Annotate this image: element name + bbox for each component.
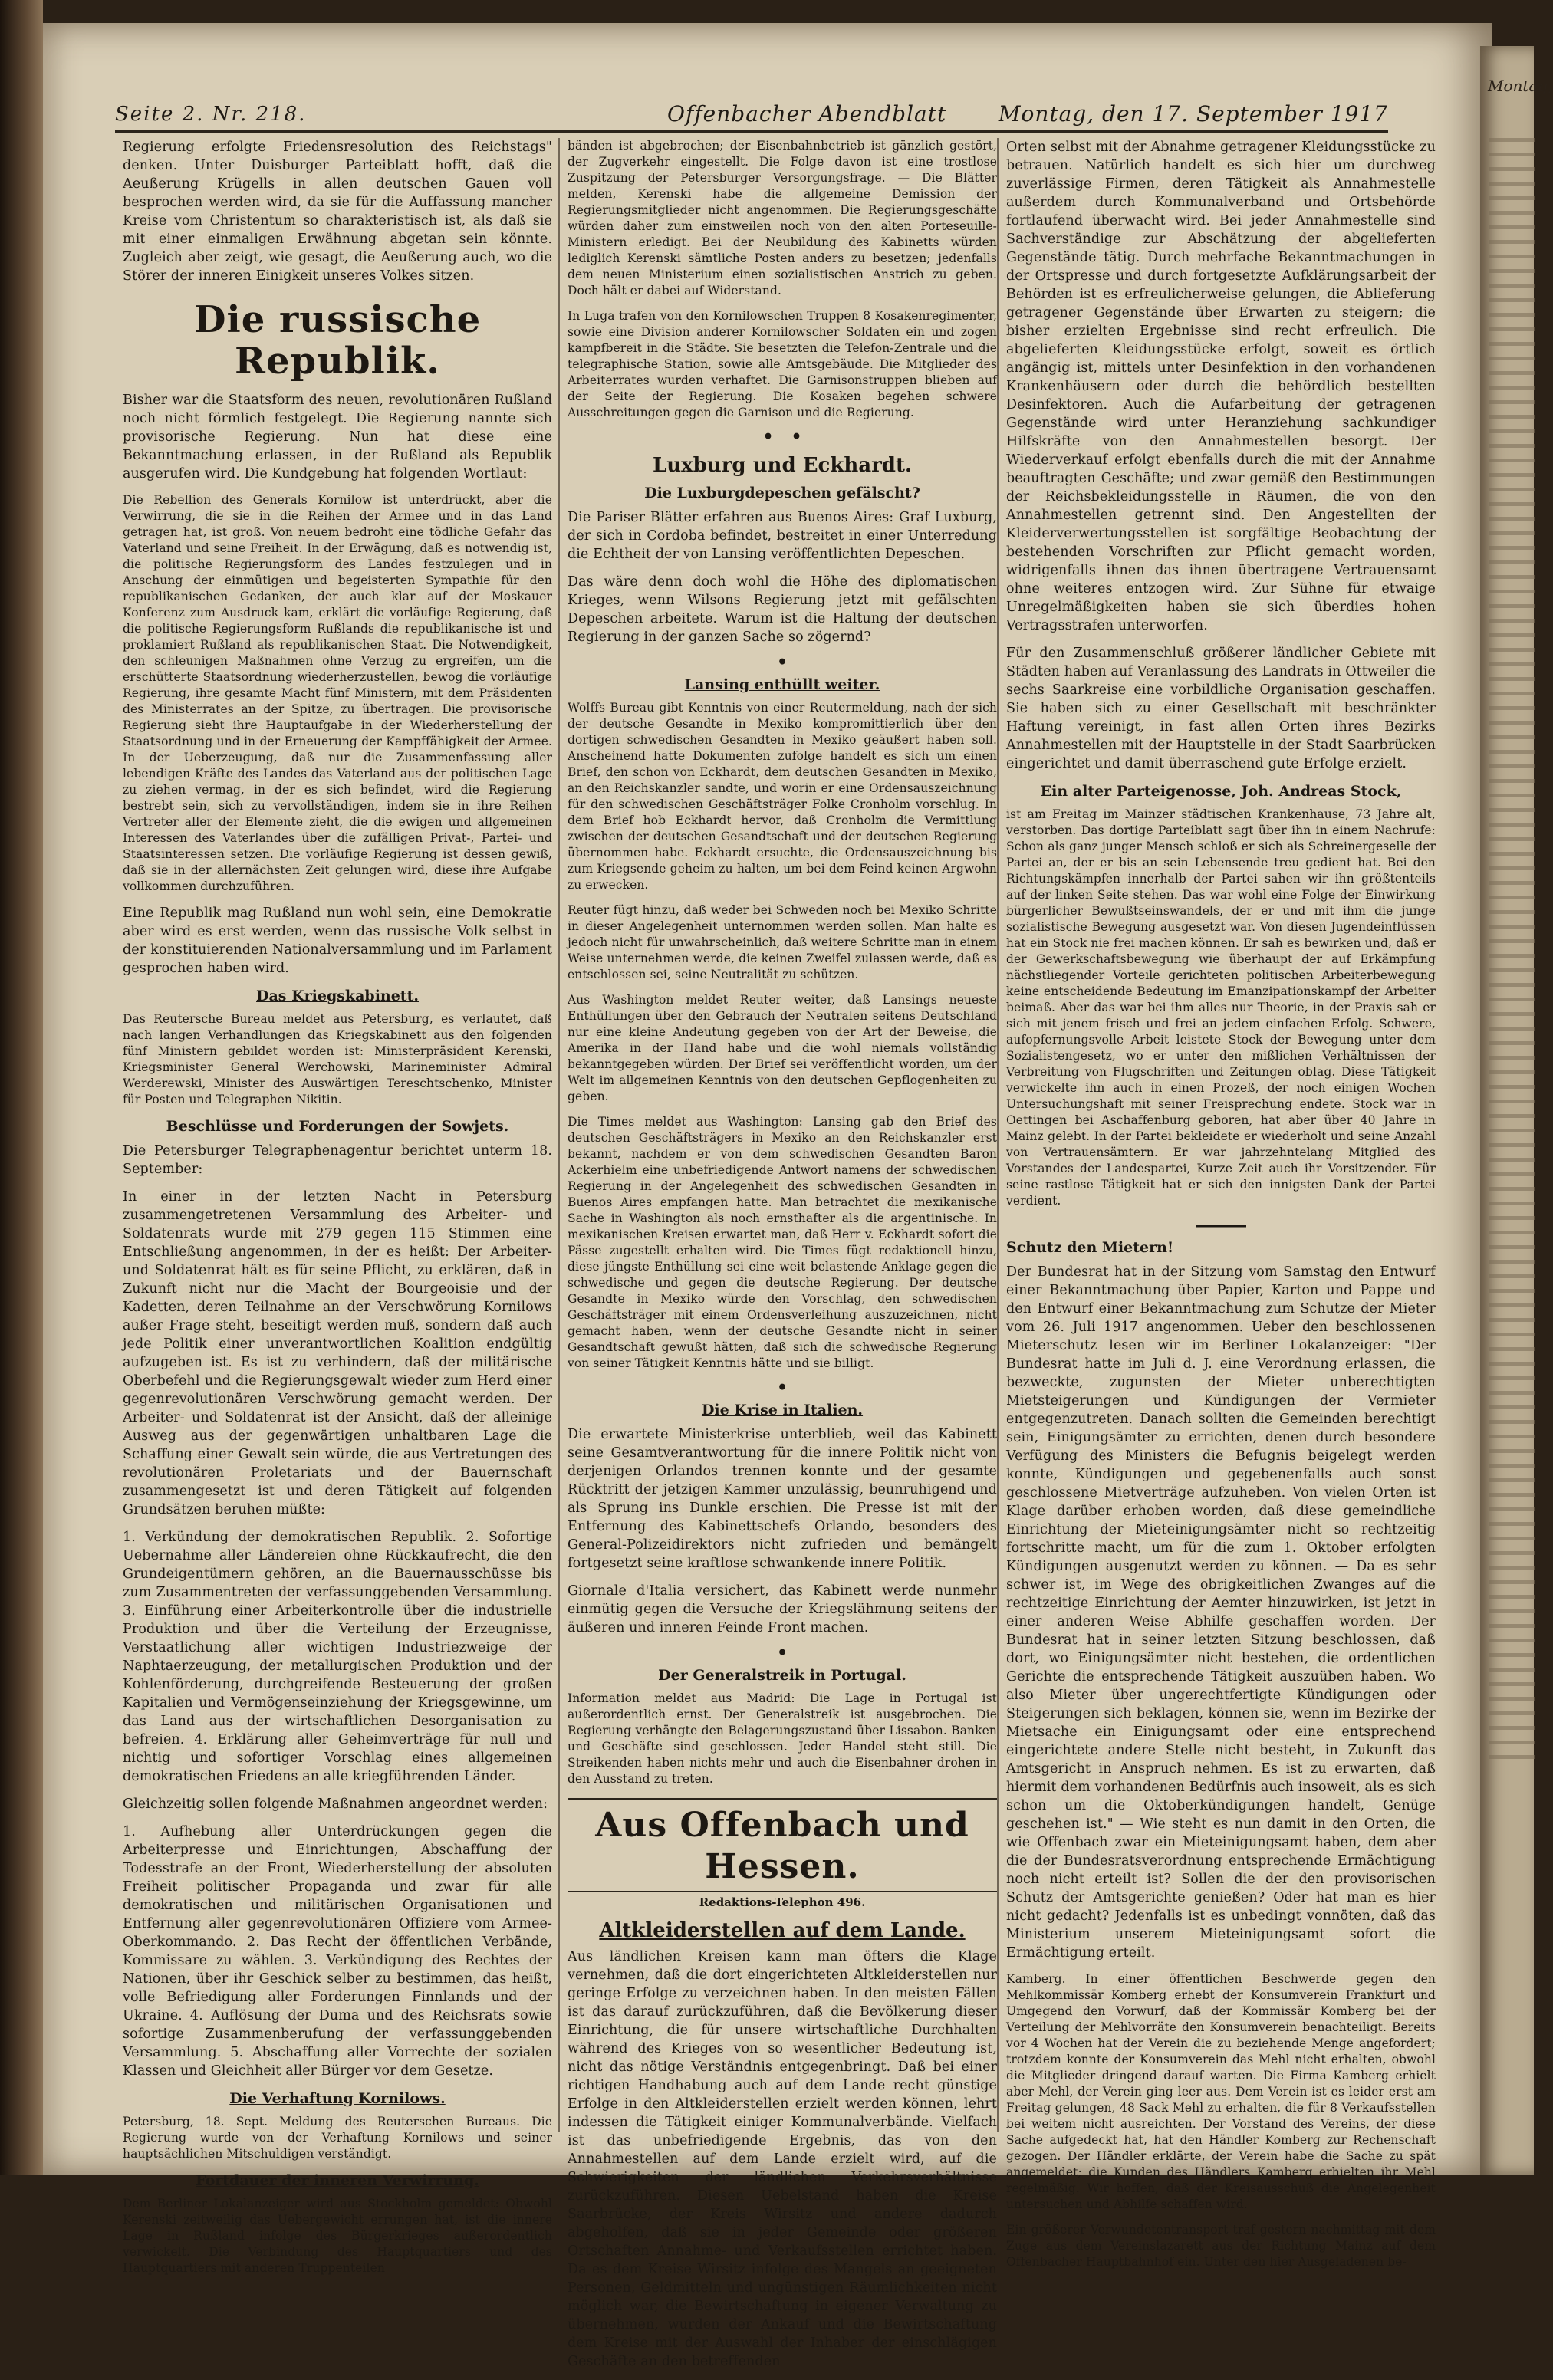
article-paragraph: Gleichzeitig sollen folgende Maßnahmen angeordnet werden: [123, 1797, 548, 1812]
article-paragraph: In einer in der letzten Nacht in Petersburg zusammengetretenen Versammlung des Arbeiter- und Soldatenrats wurde mit 279 gegen 115 Stimmen eine Entschließung angenommen, in der es heißt: Der Arbeiter- und Soldatenrat hält es für seine Pflicht, zu erklären, daß in Zukunft nicht nur die Macht der Bourgeoisie und der Kadetten, deren Teilnahme an der Verschwörung Kornilows außer Frage steht, beseitigt werden muß, sondern daß auch jede Politik einer unverantwortlichen Koalition endgültig aufzugeben ist. Es ist zu verhindern, daß der militärische Oberbefehl und die Regierungsgewalt wieder zum Herd einer gegenrevolutionären Verschwörung gemacht werden. Der Arbeiter- und Soldatenrat ist der Ansicht, daß der alleinige Ausweg aus der gegenwärtigen unhaltbaren Lage die Schaffung einer Gewalt sein würde, die aus Vertretungen des revolutionären Proletariats und der Bauernschaft zusammengesetzt ist und deren Tätigkeit auf folgenden Grundsätzen beruhen müßte: [123, 1189, 552, 1517]
article-paragraph: Die Petersburger Telegraphenagentur berichtet unterm 18. September: [123, 1143, 552, 1177]
section-title-confusion: Fortdauer der inneren Verwirrung. [196, 2172, 479, 2189]
section-title-war-cabinet: Das Kriegskabinett. [256, 988, 419, 1004]
article-paragraph: Wolffs Bureau gibt Kenntnis von einer Reutermeldung, nach der sich der deutsche Gesandte in Mexiko kompromittierlich über den dortigen schwedischen Gesandten in Mexiko geäußert haben soll. Anscheinend hatte Dokumenten zufolge handelt es sich um einen Brief, den schon von Eckhardt, dem deutschen Gesandten in Mexiko, an den Reichskanzler sandte, und worin er eine Ordensauszeichnung für den schwedischen Geschäftsträger Folke Cronholm vorschlug. In dem Brief hob Eckhardt hervor, daß Cronholm die Vermittlung zwischen der deutschen Gesandtschaft und der deutschen Regierung übernommen habe. Eckhardt ersuchte, die Ordensauszeichnung bis zum Kriegsende geheim zu halten, um bei dem Feind keinen Argwohn zu erwecken. [568, 701, 997, 892]
article-paragraph: Die Pariser Blätter erfahren aus Buenos Aires: Graf Luxburg, der sich in Cordoba befindet, bestreitet in einer Unterredung die Echtheit der von Lansing veröffentlichten Depeschen. [568, 510, 997, 562]
column-3 [1006, 138, 1436, 2280]
adjacent-page-header: Montag, [1488, 77, 1553, 95]
separator: • [776, 1643, 788, 1663]
article-paragraph: Das wäre denn doch wohl die Höhe des diplomatischen Krieges, wenn Wilsons Regierung jetzt mit gefälschten Depeschen arbeitete. Warum ist die Haltung der deutschen Regierung in der ganzen Sache so zögernd? [568, 574, 997, 645]
book-binding-edge [0, 0, 43, 2175]
article-paragraph: Aus Washington meldet Reuter weiter, daß Lansings neueste Enthüllungen über den Gebrauch der Neutralen seitens Deutschland nur eine kleine Andeutung gegeben von der Art der Beweise, die Amerika in der Hand habe und die wohl niemals vollständig bekanntgegeben würden. Der Brief sei veröffentlicht worden, um der Welt im allgemeinen Kenntnis von den deutschen Gepflogenheiten zu geben. [568, 993, 997, 1103]
separator: • [776, 1378, 788, 1398]
section-title-italy: Die Krise in Italien. [701, 1402, 864, 1418]
column-rule-2 [997, 138, 999, 2132]
local-section-banner [568, 1798, 997, 1892]
article-paragraph: Dem Berliner Lokalanzeiger wird aus Stockholm gemeldet: Obwohl Kerenski zeitweilig das Uebergewicht errungen hat, ist die innere Lage in Rußland infolge des Bürgerkrieges außerordentlich verwickelt. Die Verbindung des Hauptquartiers und des Hauptquartiers mit anderen Truppenteilen [123, 2197, 552, 2275]
article-paragraph: Aus ländlichen Kreisen kann man öfters die Klage vernehmen, daß die dort eingerichteten Altkleiderstellen nur geringe Erfolge zu verzeichnen haben. In den meisten Fällen ist das darauf zurückzuführen, daß die Bevölkerung dieser Einrichtung, die für unsere wirtschaftliche Durchhalten während des Krieges von so wesentlicher Bedeutung ist, nicht das nötige Verständnis entgegenbringt. Daß bei einer richtigen Handhabung auch auf dem Lande recht günstige Erfolge in den Altkleiderstellen erzielt werden können, lehrt indessen die Tätigkeit einiger Kommunalverbände. Vielfach ist das unbefriedigende Ergebnis, das von den Annahmestellen auf dem Lande erzielt wird, auf die Schwierigkeiten der ländlichen Verkehrsverhältnisse zurückzuführen. Diesen Uebelstand haben die Kreise Saarbrücke, der Kreis Wirsitz und andere dadurch abgeholfen, daß sie in jeder Gemeinde oder größeren Ortschaften Annahme- und Verkaufsstellen errichtet haben. Da es dem Kreise Wirsitz infolge des Mangels an geeigneten Personen, Geldmitteln und ungünstigen Räumlichkeiten nicht möglich war, die Bewirtschaftung in eigener Verwaltung zu übernehmen, wurden der Ankauf und die Bewirtschaftung dem Kreise mit der Auswahl der Inhaber der einschlägigen Geschäfte an den betreffenden [568, 1949, 997, 2369]
section-title-kornilow: Die Verhaftung Kornilows. [229, 2090, 446, 2107]
section-title-portugal: Der Generalstreik in Portugal. [658, 1667, 906, 1684]
article-paragraph: Petersburg, 18. Sept. Meldung des Reuterschen Bureaus. Die Regierung wurde von der Verhaftung Kornilows und seiner hauptsächlichen Mitschuldigen verständigt. [123, 2115, 552, 2161]
article-subtitle-luxburg: Die Luxburgdepeschen gefälscht? [644, 485, 920, 501]
article-paragraph: Kamberg. In einer öffentlichen Beschwerde gegen den Mehlkommissär Komberg erhebt der Konsumverein Frankfurt und Umgegend den Vorwurf, daß der Kommissär Komberg bei der Verteilung der Mehlvorräte den Konsumverein benachteiligt. Bereits vor 4 Wochen hat der Verein die zu beziehende Menge angefordert; trotzdem konnte der Konsumverein das Mehl nicht erhalten, obwohl die Mitglieder dringend darauf warten. Die Firma Kamberg erhielt aber Mehl, der Verein ging leer aus. Dem Verein ist es leider erst am Freitag gelungen, 48 Sack Mehl zu erhalten, die für 8 Verkaufsstellen bei weitem nicht ausreichten. Der Vorstand des Vereins, der diese Sache aufgedeckt hat, hat den Händler Komberg zur Rechenschaft gezogen. Der Händler erklärte, der Verein habe die Sache zu spät angemeldet; die Kunden des Händlers Kamberg erhielten ihr Mehl regelmäßig. Wir hoffen, daß der Kreisausschuß die Angelegenheit untersuchen und Abhilfe schaffen wird. [1006, 1972, 1436, 2211]
section-title-lansing: Lansing enthüllt weiter. [684, 676, 880, 693]
article-paragraph: Reuter fügt hinzu, daß weder bei Schweden noch bei Mexiko Schritte in dieser Angelegenheit unternommen werden sollen. Man halte es jedoch nicht für unwahrscheinlich, daß weitere Schritte man in einem Weise unternehmen werde, die keinen Zweifel zulassen werde, daß es entschlossen sei, seine Neutralität zu schützen. [568, 903, 997, 981]
page-header [115, 92, 1388, 133]
article-paragraph: bänden ist abgebrochen; der Eisenbahnbetrieb ist gänzlich gestört, der Zugverkehr eingestellt. Die Folge davon ist eine trostlose Zuspitzung der Petersburger Versorgungsfrage. — Die Blätter melden, Kerenski habe die allgemeine Demission der Regierungsmitglieder nicht angenommen. Die Regierungsgeschäfte würden daher zum einstweilen noch von den alten Porteseuille-Ministern erledigt. Bei der Neubildung des Kabinetts würden lediglich Kerenski sämtliche Posten anders zu besetzen; jedenfalls dem neuen Ministerium einen sozialistischen Anstrich zu geben. Doch hält er dabei auf Widerstand. [568, 139, 997, 298]
article-paragraph: Bisher war die Staatsform des neuen, revolutionären Rußland noch nicht förmlich festgelegt. Die Regierung nannte sich provisorische Regierung. Nun hat diese eine Bekanntmachung erlassen, in der Rußland als Republik ausgerufen wird. Die Kundgebung hat folgenden Wortlaut: [123, 393, 552, 482]
article-title-luxburg: Luxburg und Eckhardt. [652, 454, 913, 477]
adjacent-page-text [1489, 138, 1535, 1770]
article-paragraph: ist am Freitag im Mainzer städtischen Krankenhause, 73 Jahre alt, verstorben. Das dortige Parteiblatt sagt über ihn in einem Nachrufe: Schon als ganz junger Mensch schloß er sich als Schreinergeselle der Partei an, der er bis an sein Lebensende treu gedient hat. Bei den Richtungskämpfen innerhalb der Partei sahen wir ihn größtenteils auf der linken Seite stehen. Das war wohl eine Folge der Einwirkung bürgerlicher Bewußtseinswandels, der er und mit ihm die junge sozialistische Bewegung ausgesetzt war. Von diesen Jugendeinflüssen hat ein Stock nie frei machen können. Er sah es bewirken und, daß er der Gewerkschaftsbewegung wie überhaupt der auf Erkämpfung nächstliegender Vorteile gerichteten politischen Arbeiterbewegung keine entscheidende Bedeutung im Emanzipationskampf der Arbeiter beimaß. Aber das war bei ihm alles nur Theorie, in der Praxis sah er sich mit jenem frisch und frei an jedem einfachen Erfolg. Schwere, aufopfernungsvolle Arbeit leistete Stock der Bewegung unter dem Sozialistengesetz, wo er unter den mißlichen Verhältnissen der Verbreitung von Flugschriften und Zeitungen oblag. Diese Tätigkeit verwickelte ihn auch in einen Prozeß, der noch einigen Wochen Untersuchungshaft mit seiner Freisprechung endete. Stock war in Oettingen bei Aschaffenburg geboren, hat aber über 40 Jahre in Mainz gelebt. In der Partei bekleidete er wiederholt und seine Anzahl von Vertrauensämtern. Er war jahrzehntelang Mitglied des Vorstandes der Landespartei, Kurze Zeit auch ihr Vorsitzender. Für seine rastlose Tätigkeit hat er sich den innigsten Dank der Partei verdient. [1006, 807, 1436, 1208]
newspaper-name: Offenbacher Abendblatt [667, 101, 947, 127]
section-title-stock: Ein alter Parteigenosse, Joh. Andreas Stock, [1040, 783, 1402, 800]
article-paragraph: Die Rebellion des Generals Kornilow ist unterdrückt, aber die Verwirrung, die sie in die Reihen der Armee und in das Land getragen hat, ist groß. Von neuem bedroht eine tödliche Gefahr das Vaterland und seine Freiheit. In der Erwägung, daß es notwendig ist, die politische Regierungsform des Landes festzulegen und in Anschung der einmütigen und begeisterten Sympathie für den republikanischen Gedanken, der auch klar auf der Moskauer Konferenz zum Ausdruck kam, erklärt die vorläufige Regierung, daß die politische Regierungsform Rußlands die republikanische ist und proklamiert Rußland als republikanischen Staat. Die Notwendigkeit, den schleunigen Maßnahmen ohne Verzug zu ergreifen, um die erschütterte Staatsordnung wiederherzustellen, bewog die vorläufige Regierung, ihre gesamte Macht fünf Ministern, mit dem Präsidenten des Ministerrates an der Spitze, zu übertragen. Die provisorische Regierung sieht ihre Hauptaufgabe in der Wiederherstellung der Staatsordnung und in der Erneuerung der Kampffähigkeit der Armee. In der Ueberzeugung, daß nur die Zusammenfassung aller lebendigen Kräfte des Landes das Vaterland aus der politischen Lage zu ziehen vermag, in der es sich befindet, wird die Regierung bestrebt sein, sich zu vervollständigen, indem sie in ihre Reihen Vertreter aller der Elemente zieht, die die ewigen und allgemeinen Interessen des Vaterlandes über die zufälligen Privat-, Partei- und Staatsinteressen setzen. Die vorläufige Regierung ist dessen gewiß, daß sie in der allernächsten Zeit gelungen wird, diese ihre Aufgabe vollkommen durchzuführen. [123, 493, 552, 893]
editorial-phone: Redaktions-Telephon 496. [699, 1895, 866, 1909]
article-paragraph: 1. Aufhebung aller Unterdrückungen gegen die Arbeiterpresse und Einrichtungen, Abschaffung der Todesstrafe an der Front, Wiederherstellung der absoluten Freiheit politischer Propaganda und zwar für alle demokratischen und militärischen Organisationen und Entfernung aller gegenrevolutionären Offiziere vom Armee-Oberkommando. 2. Das Recht der öffentlichen Verbände, Kommissare zu wählen. 3. Verkündigung des Rechtes der Nationen, über ihr Geschick selber zu bestimmen, das heißt, volle Befriedigung aller Forderungen Finnlands und der Ukraine. 4. Auflösung der Duma und des Reichsrats sowie sofortige Zusammenberufung der verfassunggebenden Versammlung. 5. Abschaffung aller Vorrechte der sozialen Klassen und Gleichheit aller Bürger vor dem Gesetze. [123, 1824, 552, 2079]
article-paragraph: 1. Verkündung der demokratischen Republik. 2. Sofortige Uebernahme aller Ländereien ohne Rückkaufrecht, die den Grundeigentümern gehören, an die Bauernausschüsse bis zum Zusammentreten der verfassunggebenden Versammlung. 3. Einführung einer Arbeiterkontrolle über die industrielle Produktion und über die Verteilung der Erzeugnisse, Verstaatlichung aller wichtigen Industriezweige der Naphtaerzeugung, der metallurgischen Produktion und der Kohlenförderung, durchgreifende Besteuerung der großen Kapitalien und Vermögenseinziehung der Kriegsgewinne, um das Land aus der wirtschaftlichen Desorganisation zu befreien. 4. Erklärung aller Geheimverträge für null und nichtig und sofortiger Vorschlag eines allgemeinen demokratischen Friedens an alle kriegführenden Länder. [123, 1530, 552, 1784]
article-paragraph: Die Times meldet aus Washington: Lansing gab den Brief des deutschen Geschäftsträgers in Mexiko an den Reichskanzler erst bekannt, nachdem er von dem schwedischen Gesandten Baron Ackerhielm eine unbefriedigende Antwort namens der schwedischen Regierung in der Angelegenheit des schwedischen Gesandten in Buenos Aires empfangen hatte. Man betrachtet die mexikanische Sache in Washington als noch ernsthafter als die argentinische. In mexikanischen Kreisen erwartet man, daß Herr v. Eckhardt sofort die Pässe zugestellt erhalten wird. Die Times fügt redaktionell hinzu, diese jüngste Enthüllung sei eine weit belastende Anklage gegen die schwedische und gegen die deutsche Regierung. Der deutsche Gesandte in Mexiko würde den Vorschlag, den schwedischen Geschäftsträger mit einem Ordensverleihung auszuzeichnen, nicht gemacht haben, wenn der deutsche Gesandte nicht in seiner Gesandtschaft gewußt hätten, daß sich die schwedische Regierung von seiner Tätigkeit Kenntnis hätte und sie billigt. [568, 1115, 997, 1370]
article-paragraph: Eine Republik mag Rußland nun wohl sein, eine Demokratie aber wird es erst werden, wenn das russische Volk selbst in der konstituierenden Nationalversammlung und im Parlament gesprochen haben wird. [123, 906, 552, 976]
section-title-tenant-protection: Schutz den Mietern! [1006, 1239, 1174, 1256]
newspaper-page [43, 23, 1492, 2369]
separator: • • [762, 427, 802, 447]
column-rule-1 [558, 138, 560, 2132]
local-section-title: Aus Offenbach und Hessen. [595, 1806, 969, 1886]
article-paragraph: Information meldet aus Madrid: Die Lage in Portugal ist außerordentlich ernst. Der Generalstreik ist ausgebrochen. Die Regierung verhängte den Belagerungszustand über Lissabon. Banken und Geschäfte sind geschlossen. Jeder Handel steht still. Die Streikenden haben nichts mehr und auch die Eisenbahner drohen in den Ausstand zu treten. [568, 1691, 997, 1786]
article-paragraph: Der Bundesrat hat in der Sitzung vom Samstag den Entwurf einer Bekanntmachung über Papier, Karton und Pappe und den Entwurf einer Bekanntmachung zum Schutze der Mieter vom 26. Juli 1917 angenommen. Ueber den beschlossenen Mieterschutz lesen wir im Berliner Lokalanzeiger: "Der Bundesrat hatte im Juli d. J. eine Verordnung erlassen, die bezweckte, zugunsten der Mieter unberechtigten Mietsteigerungen und Kündigungen der Vermieter entgegenzutreten. Danach sollten die Gemeinden berechtigt sein, Einigungsämter zu errichten, denen durch besondere Verfügung des Ministers die Befugnis beigelegt werden konnte, Kündigungen und gegebenenfalls auch sonst geschlossene Mietverträge aufzuheben. Von vielen Orten ist Klage darüber erhoben worden, daß diese gemeindliche Einrichtung der Mieteinigungsämter nicht so rechtzeitig fortschritte macht, um für die zum 1. Oktober erfolgten Kündigungen ausgenutzt werden zu können. — Da es sehr schwer ist, im Wege des obrigkeitlichen Zwanges auf die rechtzeitige Einrichtung der Aemter hinzuwirken, ist jetzt in einer anderen Weise Abhilfe geschaffen worden. Der Bundesrat hat in seiner letzten Sitzung beschlossen, daß dort, wo Einigungsämter nicht bestehen, die ordentlichen Gerichte die entsprechende Tätigkeit auszuüben haben. Wo also Mieter über ungerechtfertigte Kündigungen oder Steigerungen sich beklagen, können sie, wenn im Bezirke der Mietsache ein Einigungsamt oder eine entsprechend eingerichtete andere Stelle nicht besteht, in Zukunft das Amtsgericht in Anspruch nehmen. Es ist zu erwarten, daß hiermit dem vorhandenen Bedürfnis auch insoweit, als es sich schon um die Oktoberkündigungen handelt, Genüge geschehen ist." — Wie steht es nun damit in den Orten, die wie Offenbach zwar ein Mieteinigungsamt haben, dem aber die der Bundesratsverordnung entsprechende Ermächtigung noch nicht erteilt ist? Sollen die der den provisorischen Schutz der Amtsgerichte genießen? Oder hat man es hier nicht gedacht? Jedenfalls ist es unbedingt vonnöten, daß das Ministerium unserem Mieteinigungsamt sofort die Ermächtigung erteilt. [1006, 1264, 1436, 1961]
separator: ――― [1196, 1215, 1246, 1235]
article-paragraph: Für den Zusammenschluß größerer ländlicher Gebiete mit Städten haben auf Veranlassung des Landrats in Ottweiler die sechs Saarkreise eine vorbildliche Organisation geschaffen. Sie haben sich zu einer Gesellschaft mit beschränkter Haftung vereinigt, in fast allen Orten ihres Bezirks Annahmestellen mit der Hauptstelle in der Stadt Saarbrücken eingerichtet und damit überraschend gute Erfolge erzielt. [1006, 646, 1436, 771]
column-1 [123, 138, 552, 2286]
article-title-russian-republic: Die russische Republik. [193, 298, 482, 383]
adjacent-page-edge [1480, 46, 1553, 2175]
page-number: Seite 2. Nr. 218. [115, 103, 307, 126]
column-2 [568, 138, 997, 2380]
separator: • [776, 653, 788, 672]
issue-date: Montag, den 17. September 1917 [998, 101, 1388, 127]
article-paragraph: Giornale d'Italia versichert, das Kabinett werde nunmehr einmütig gegen die Versuche der Kriegslähmung seitens der äußeren und inneren Feinde Front machen. [568, 1583, 997, 1635]
article-paragraph: Orten selbst mit der Abnahme getragener Kleidungsstücke zu betrauen. Natürlich handelt es sich hier um durchweg zuverlässige Firmen, deren Tätigkeit als Annahmestelle außerdem durch Kommunalverband und Ortsbehörde fortlaufend überwacht wird. Bei jeder Annahmestelle sind Sachverständige zur Abschätzung der abgelieferten Gegenstände tätig. Durch mehrfache Bekanntmachungen in der Ortspresse und durch fortgesetzte Aufklärungsarbeit der Behörden ist es erfreulicherweise gelungen, die Ablieferung getragener Gegenstände über Erwarten zu steigern; die bisher erzielten Ergebnisse sind recht erfreulich. Die abgelieferten Kleidungsstücke erfolgt, soweit es örtlich angängig ist, mittels unter Desinfektion in den vorhandenen Krankenhäusern oder durch die behördlich bestellten Desinfektoren. Auch die Aufarbeitung der getragenen Gegenstände wird unter Heranziehung sachkundiger Hilfskräfte von den Annahmestellen besorgt. Der Wiederverkauf erfolgt ebenfalls durch die mit der Annahme beauftragten Geschäfte; und zwar gemäß den Bestimmungen der Reichsbekleidungsstelle in Räumen, die von den Annahmestellen getrennt sind. Den Angestellten der Kleiderverwertungsstellen ist sorgfältige Beobachtung der bestehenden Vorschriften zur Pflicht gemacht worden, widrigenfalls ihnen das ihnen übertragene Vertrauensamt ohne weiteres entzogen wird. Zur Sühne für etwaige Unregelmäßigkeiten haben sie sich überdies hohen Vertragsstrafen unterworfen. [1006, 140, 1436, 633]
intro-paragraph: Regierung erfolgte Friedensresolution des Reichstags" denken. Unter Duisburger Parteiblatt hofft, daß die Aeußerung Krügells in allen deutschen Gauen voll besprochen werden wird, da sie für die Auffassung mancher Kreise vom Christentum so charakteristisch ist, als daß sie mit einer einmaligen Erwähnung abgetan sein könnte. Zugleich aber zeigt, wie gesagt, die Aeußerung auch, wo die Störer der inneren Einigkeit unseres Volkes sitzen. [123, 140, 552, 284]
section-title-soviets: Beschlüsse und Forderungen der Sowjets. [166, 1118, 509, 1135]
article-paragraph: Die erwartete Ministerkrise unterblieb, weil das Kabinett seine Gesamtverantwortung für die innere Politik nicht von derjenigen Orlandos trennen konnte und der gesamte Rücktritt der jetzigen Kammer unzulässig, beunruhigend und als Sprung ins Dunkle erschien. Die Presse ist mit der Entfernung des Kabinettschefs Orlando, besonders des General-Polizeidirektors nicht zufrieden und bemängelt fortgesetzt seine kraftlose schwankende innere Politik. [568, 1427, 997, 1571]
article-paragraph: Ein größerer Verwundetentransport traf gestern nachmittag mit dem Zuge aus dem Vereinslazarett aus der Richtung Mainz auf dem Offenbacher Hauptbahnhof ein. Unter den hier Ausgeladenen be- [1006, 2223, 1436, 2269]
article-paragraph: In Luga trafen von den Kornilowschen Truppen 8 Kosakenregimenter, sowie eine Division anderer Kornilowscher Soldaten ein und zogen kampfbereit in die Städte. Sie besetzten die Telefon-Zentrale und die telegraphische Station, sowie alle Amtsgebäude. Die Mitglieder des Arbeiterrates wurden verhaftet. Die Garnisonstruppen blieben auf der Seite der Regierung. Die Kosaken begehen schwere Ausschreitungen gegen die Garnison und die Regierung. [568, 309, 997, 419]
article-title-old-clothes: Altkleiderstellen auf dem Lande. [599, 1919, 966, 1942]
article-paragraph: Das Reutersche Bureau meldet aus Petersburg, es verlautet, daß nach langen Verhandlungen das Kriegskabinett aus den folgenden fünf Ministern gebildet worden ist: Ministerpräsident Kerenski, Kriegsminister General Werchowski, Marineminister Admiral Werderewski, Minister des Auswärtigen Tereschtschenko, Minister für Posten und Telegraphen Nikitin. [123, 1012, 552, 1106]
